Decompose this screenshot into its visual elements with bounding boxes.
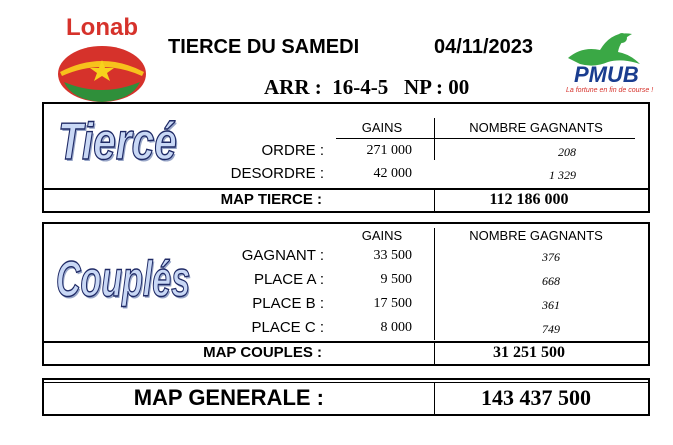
lonab-wordmark: Lonab [66, 14, 138, 41]
couples-row-label: PLACE A : [253, 271, 324, 288]
general-map-value: 143 437 500 [481, 385, 591, 410]
couples-row-gains: 17 500 [373, 296, 412, 311]
couples-row-winners: 749 [542, 322, 560, 336]
tierce-col-separator [434, 118, 435, 160]
tierce-gains-underline [336, 138, 434, 139]
couples-row-gains: 9 500 [380, 272, 412, 287]
couples-map-divider [42, 341, 650, 343]
couples-map-value: 31 251 500 [493, 344, 565, 361]
tierce-map-separator [434, 189, 435, 212]
tierce-col-gains: GAINS [361, 120, 403, 135]
couples-col-separator [434, 228, 435, 340]
pmub-wordmark: PMUB [574, 62, 639, 87]
race-date: 04/11/2023 [434, 36, 533, 58]
general-inner-line [44, 382, 648, 383]
tierce-section-label: Tiercé [58, 113, 177, 171]
general-map-label: MAP GENERALE : [133, 385, 324, 410]
pmub-tagline: La fortune en fin de course ! [566, 87, 654, 94]
couples-row-label: GAGNANT : [241, 247, 324, 264]
couples-map-separator [434, 342, 435, 365]
couples-row-label: PLACE B : [252, 295, 324, 312]
tierce-row-winners: 208 [558, 145, 576, 159]
tierce-row-label: DESORDRE : [230, 165, 324, 182]
tierce-row-winners: 1 329 [549, 168, 576, 182]
tierce-map-value: 112 186 000 [489, 191, 569, 208]
lonab-logo [52, 12, 150, 104]
tierce-row-gains: 271 000 [366, 143, 412, 158]
couples-row-label: PLACE C : [251, 319, 324, 336]
couples-row-gains: 33 500 [373, 248, 412, 263]
couples-row-winners: 668 [542, 274, 560, 288]
couples-row-winners: 376 [542, 250, 560, 264]
couples-section-label: Couplés [56, 251, 191, 307]
general-separator [434, 383, 435, 414]
arrival-line: ARR : 16-4-5 NP : 00 [264, 75, 470, 99]
tierce-map-divider [42, 188, 650, 190]
tierce-col-winners: NOMBRE GAGNANTS [469, 120, 603, 135]
tierce-map-label: MAP TIERCE : [220, 191, 322, 208]
pmub-logo [560, 24, 654, 100]
couples-row-gains: 8 000 [380, 320, 412, 335]
couples-row-winners: 361 [542, 298, 560, 312]
page-title: TIERCE DU SAMEDI [168, 36, 360, 58]
tierce-winners-underline [435, 138, 635, 139]
couples-col-winners: NOMBRE GAGNANTS [469, 228, 603, 243]
tierce-row-gains: 42 000 [373, 166, 412, 181]
tierce-row-label: ORDRE : [261, 142, 324, 159]
couples-map-label: MAP COUPLES : [203, 344, 322, 361]
couples-col-gains: GAINS [361, 228, 403, 243]
